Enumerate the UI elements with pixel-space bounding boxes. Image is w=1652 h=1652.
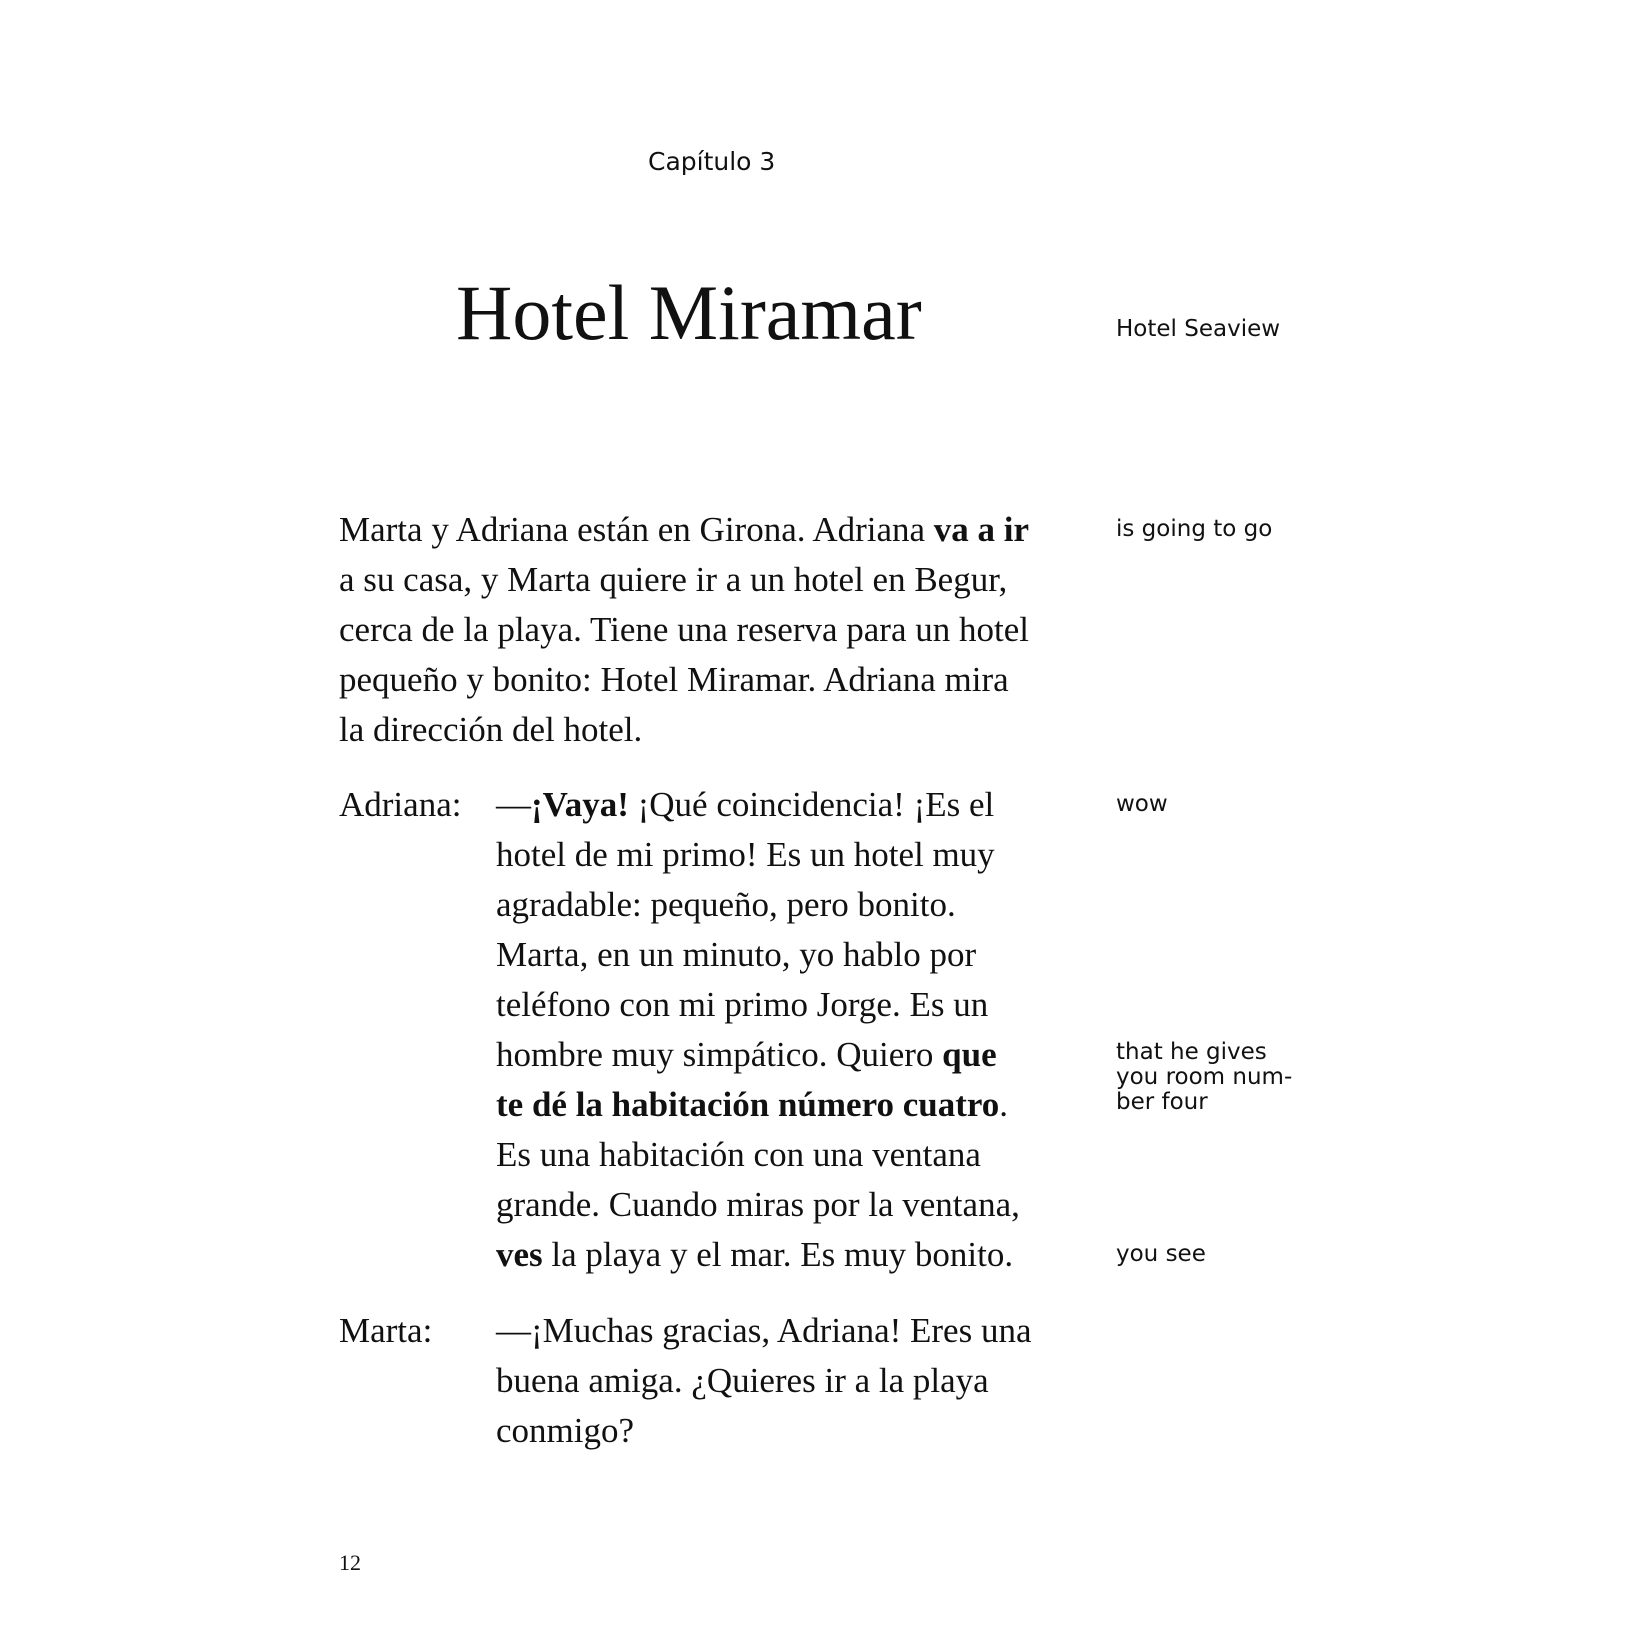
dialogue-line: Es una habitación con una ventana xyxy=(496,1135,981,1174)
dialogue-line: buena amiga. ¿Quieres ir a la playa xyxy=(496,1361,989,1400)
gloss-vaya: wow xyxy=(1116,791,1168,817)
gloss-line: that he gives xyxy=(1116,1039,1267,1065)
gloss-ves: you see xyxy=(1116,1241,1206,1267)
gloss-que-te-de xyxy=(1116,1040,1292,1115)
intro-line: cerca de la playa. Tiene una reserva para un hotel xyxy=(339,610,1029,649)
dialogue-line: —¡Vaya! ¡Qué coincidencia! ¡Es el xyxy=(496,785,995,824)
dialogue-adriana-text xyxy=(496,780,1020,1280)
chapter-title: Hotel Miramar xyxy=(456,269,922,356)
title-gloss: Hotel Seaview xyxy=(1116,316,1281,342)
speaker-marta: Marta: xyxy=(339,1311,433,1350)
page-number: 12 xyxy=(339,1550,361,1575)
dialogue-line: grande. Cuando miras por la ventana, xyxy=(496,1185,1020,1224)
dialogue-line: —¡Muchas gracias, Adriana! Eres una xyxy=(496,1311,1032,1350)
dialogue-line: te dé la habitación número cuatro. xyxy=(496,1085,1009,1124)
dialogue-line: teléfono con mi primo Jorge. Es un xyxy=(496,985,989,1024)
intro-line: a su casa, y Marta quiere ir a un hotel en Begur, xyxy=(339,560,1008,599)
gloss-va-a-ir: is going to go xyxy=(1116,516,1273,542)
gloss-line: ber four xyxy=(1116,1089,1208,1115)
speaker-adriana: Adriana: xyxy=(339,785,462,824)
dialogue-line: hombre muy simpático. Quiero que xyxy=(496,1035,997,1074)
dialogue-marta-text xyxy=(496,1306,1032,1456)
gloss-line: you room num- xyxy=(1116,1064,1293,1090)
dialogue-line: Marta, en un minuto, yo hablo por xyxy=(496,935,977,974)
dialogue-line: conmigo? xyxy=(496,1411,635,1450)
chapter-label: Capítulo 3 xyxy=(648,147,776,176)
intro-line: pequeño y bonito: Hotel Miramar. Adriana mira xyxy=(339,660,1009,699)
intro-line: la dirección del hotel. xyxy=(339,710,643,749)
intro-line: Marta y Adriana están en Girona. Adriana va a ir xyxy=(339,510,1030,549)
dialogue-line: ves la playa y el mar. Es muy bonito. xyxy=(496,1235,1014,1274)
dialogue-line: agradable: pequeño, pero bonito. xyxy=(496,885,956,924)
intro-paragraph xyxy=(339,505,1029,755)
dialogue-line: hotel de mi primo! Es un hotel muy xyxy=(496,835,995,874)
